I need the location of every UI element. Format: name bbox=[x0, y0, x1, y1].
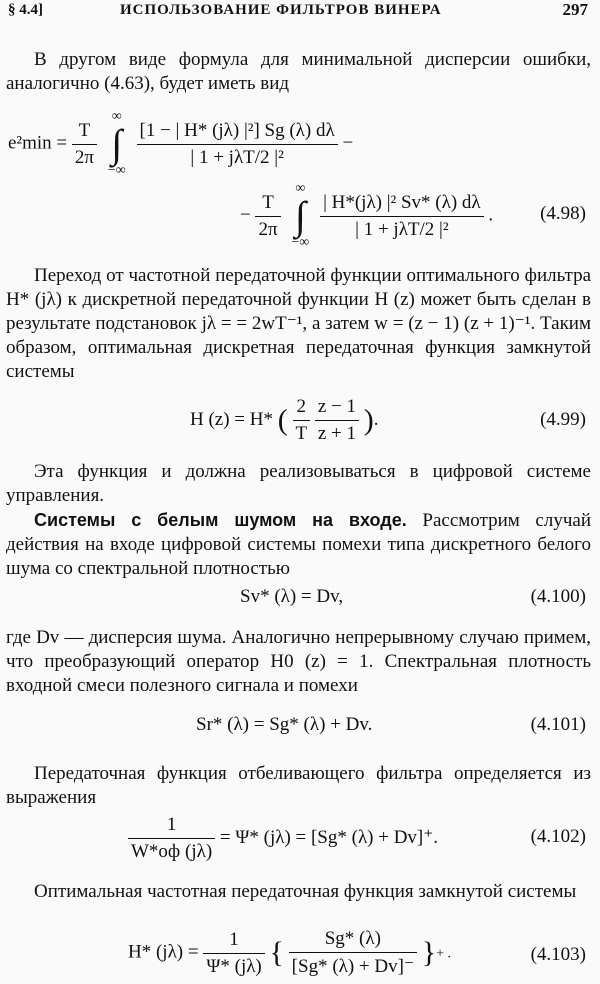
paragraph-6: Передаточная функция отбеливающего фильтра определяется из выражения bbox=[6, 763, 591, 808]
eq-fraction-t-2pi-2: $\frac{T}{2\pi}$ bbox=[255, 192, 280, 241]
equation-4-98-line2: − $\frac{T}{2\pi}$ ∞ ∫ −∞ $\frac{\text{| H*(jλ) |² Sv* (λ) dλ}}{\text{| 1 + jλT/2 |²}}$ . bbox=[240, 181, 494, 250]
equation-4-99: H (z) = H* ( $\frac{2}{T}$ $\frac{z - 1}{z + 1}$ ). bbox=[190, 396, 379, 444]
equation-number-4-98: (4.98) bbox=[540, 203, 586, 224]
eq-lhs: e²min = bbox=[8, 132, 68, 154]
eq-fraction-main-1: $\frac{\text{[1 − | H* (jλ) |²] Sg (λ) dλ}}{\text{| 1 + jλT/2 |²}}$ bbox=[137, 120, 338, 169]
integral-sign-2: ∞ ∫ −∞ bbox=[291, 181, 310, 250]
equation-4-100: Sv* (λ) = Dv, bbox=[240, 586, 344, 607]
eq-fraction-main-2: $\frac{\text{| H*(jλ) |² Sv* (λ) dλ}}{\text{| 1 + jλT/2 |²}}$ bbox=[320, 192, 484, 241]
chapter-title: ИСПОЛЬЗОВАНИЕ ФИЛЬТРОВ ВИНЕРА bbox=[120, 2, 442, 18]
paragraph-5: где Dv — дисперсия шума. Аналогично непрерывному случаю примем, что преобразующий оператор H0 (z) = 1. Спектральная плотность входной смеси полезного сигнала и помехи bbox=[6, 627, 591, 696]
running-header bbox=[0, 0, 600, 24]
integral-sign: ∞ ∫ −∞ bbox=[107, 109, 126, 178]
paragraph-4: Системы с белым шумом на входе. Рассмотрим случай действия на входе цифровой системы помехи типа дискретного белого шума со спектральной плотностью bbox=[6, 510, 591, 579]
equation-4-102: $\frac{1}{W*оф (j\lambda)}$ = Ψ* (jλ) = [Sg* (λ) + Dv]⁺. bbox=[128, 814, 438, 863]
equation-number-4-99: (4.99) bbox=[540, 409, 586, 430]
equation-4-101: Sr* (λ) = Sg* (λ) + Dv. bbox=[196, 714, 373, 735]
paragraph-3: Эта функция и должна реализовываться в цифровой системе управления. bbox=[6, 461, 591, 506]
paragraph-1: В другом виде формула для минимальной дисперсии ошибки, аналогично (4.63), будет иметь вид bbox=[6, 49, 591, 94]
section-ref: § 4.4] bbox=[8, 2, 43, 18]
paragraph-4-heading: Системы с белым шумом на входе. bbox=[34, 510, 407, 530]
equation-4-103: H* (jλ) = $\frac{1}{\Psi* (j\lambda)}$ { $\frac{Sg* (\lambda)}{[Sg* (\lambda) + Dv]^-}$ }+ . bbox=[128, 928, 452, 977]
equation-4-98-line1 bbox=[8, 110, 353, 178]
equation-number-4-101: (4.101) bbox=[530, 714, 586, 735]
equation-number-4-102: (4.102) bbox=[530, 826, 586, 847]
equation-number-4-103: (4.103) bbox=[530, 944, 586, 965]
eq-fraction-t-2pi: $\frac{T}{2\pi}$ bbox=[72, 120, 97, 169]
eq-minus: − bbox=[342, 132, 354, 154]
equation-number-4-100: (4.100) bbox=[530, 586, 586, 607]
paragraph-7: Оптимальная частотная передаточная функция замкнутой системы bbox=[34, 881, 577, 902]
paragraph-2: Переход от частотной передаточной функции оптимального фильтра H* (jλ) к дискретной передаточной функции H (z) может быть сделан в результате подстановок jλ = = 2wT⁻¹, а затем w = (z − 1) (z + 1)⁻¹. Таким образом, оптимальная дискретная передаточная функция замкнутой системы bbox=[6, 265, 591, 382]
page-number: 297 bbox=[562, 0, 588, 19]
